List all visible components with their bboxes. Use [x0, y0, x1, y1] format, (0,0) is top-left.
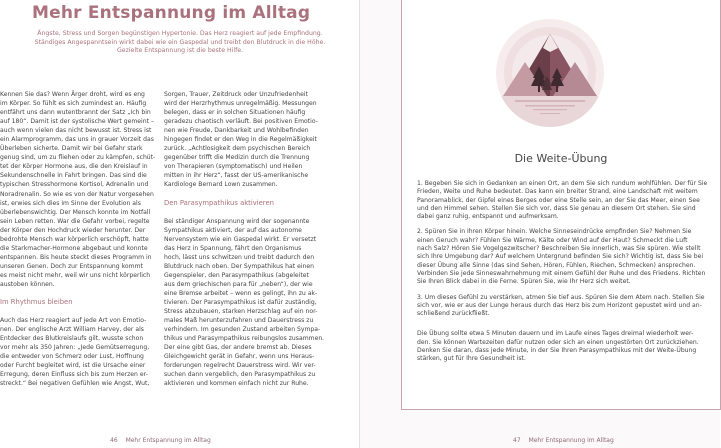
text-line: geradezu chaotisch verläuft. Bei positiven Emotio-: [164, 118, 318, 126]
text-line: Sympathikus aktiviert, der auf das autonome: [164, 226, 302, 234]
column-2-paragraph-2: [164, 217, 325, 389]
text-line: auch wenn vielen das nicht bewusst ist. Stress ist: [0, 127, 152, 135]
text-line: eine Bremse arbeitet – wenn es gelingt, ihn zu ak-: [164, 289, 318, 297]
text-line: Stress abzubauen, starken Herzschlag auf ein nor-: [164, 308, 318, 316]
text-line: belegen, dass er in solchen Situationen häufig: [164, 109, 306, 117]
text-line: thikus und Parasympathikus reibungslos zusammen.: [164, 335, 325, 343]
text-line: bedrohte Mensch war körperlich erschöpft, hatte: [0, 235, 149, 243]
text-line: Überleben sicherte. Damit wir bei Gefahr stark: [0, 145, 143, 153]
text-line: aus dem griechischen para für „neben“), der wie: [164, 280, 313, 288]
text-line: Gegenspieler, den Parasympathikus (abgeleitet: [164, 271, 309, 279]
exercise-title: Die Weite-Übung: [514, 152, 608, 165]
text-line: der Körper den Hochdruck wieder herunter. Der: [0, 226, 146, 234]
text-line: forderungen regelrecht Dauerstress wird. Wir ver-: [164, 362, 316, 370]
left-page: [0, 0, 360, 448]
closing-line: stärken, gut für Ihre Gesundheit ist.: [417, 355, 526, 363]
text-line: typischen Stresshormone Kortisol, Adrenalin und: [0, 181, 149, 189]
step-line: 2. Spüren Sie in Ihren Körper hinein. Welche Sinneseindrücke empfinden Sie? Nehmen Sie: [417, 228, 692, 236]
step-line: und den Himmel sehen. Stellen Sie sich vor, dass Sie genau an diesem Ort stehen. Sie sind: [417, 204, 696, 212]
step-line: schließend zurückfließt.: [417, 310, 490, 318]
text-line: Kardiologe Bernard Lown zusammen.: [164, 181, 278, 189]
step-line: 1. Begeben Sie sich in Gedanken an einen Ort, an dem Sie sich rundum wohlfühlen. Der für Sie: [417, 180, 708, 187]
text-line: Noradrenalin. So wie es von der Natur vorgesehen: [0, 190, 154, 198]
exercise-closing: [417, 330, 709, 363]
text-line: tet der Körper Hormone aus, die den Kreislauf in: [0, 163, 148, 171]
exercise-body: [417, 180, 709, 364]
text-line: tivieren. Der Parasympathikus ist dafür zuständig,: [164, 298, 317, 306]
text-line: Nervensystem wie ein Gaspedal wirkt. Er versetzt: [164, 235, 317, 243]
column-1: [0, 90, 156, 388]
column-1-paragraph-1: [0, 90, 156, 289]
text-line: hoch, lässt uns schwitzen und treibt dadurch den: [164, 253, 315, 261]
step-line: Verbinden Sie jede Sinneswahrnehmung mit einem Gefühl der Ruhe und des Friedens. Richten: [417, 269, 706, 277]
step-line: einen Geruch wahr? Fühlen Sie Wärme, Kälte oder Wind auf der Haut? Schmeckt die Luft: [417, 236, 688, 244]
text-line: es meist nicht mehr, weil wir uns nicht körperlich: [0, 271, 151, 279]
text-line: entfährt uns dann wutentbrannt der Satz „Ich bin: [0, 109, 151, 117]
subheading-parasympathikus: Den Parasympathikus aktivieren: [164, 198, 274, 207]
step-line: sich vor, wie er aus der Lunge heraus durch das Herz bis zum Horizont gepustet wird und an-: [417, 301, 702, 309]
text-line: auf 180“. Damit ist der systolische Wert gemeint –: [0, 118, 154, 126]
text-line: Bei ständiger Anspannung wird der sogenannte: [164, 217, 310, 225]
step-line: dabei ganz ruhig, entspannt und aufmerksam.: [417, 213, 559, 221]
text-line: die Starkmacher-Hormone abgebaut und konnte: [0, 244, 148, 252]
text-line: Gleichgewicht gerät in Gefahr, wenn uns Heraus-: [164, 353, 315, 361]
text-line: ist, erwies sich dies im Sinne der Evolution als: [0, 199, 141, 207]
exercise-step-3: [417, 294, 709, 319]
step-line: dieser Übung alle Sinne (das sind Sehen, Hören, Fühlen, Riechen, Schmecken) ansprechen.: [417, 261, 696, 269]
text-line: oder Furcht begleitet wird, ist die Ursache einer: [0, 362, 146, 370]
text-line: Erregung, deren Einfluss sich bis zum Herzen er-: [0, 371, 148, 379]
closing-line: den. Sie können Wartezeiten dafür nutzen oder sich an einen ungestörten Ort zurückziehen.: [417, 338, 699, 346]
text-line: Auch das Herz reagiert auf jede Art von Emotio-: [0, 317, 147, 325]
step-line: nach Salz? Hören Sie Vogelgezwitscher? Beschreiben Sie innerlich, was Sie spüren. Wie stellt: [417, 245, 701, 253]
running-head-left: Mehr Entspannung im Alltag: [125, 437, 211, 444]
intro-line: Ängste, Stress und Sorgen begünstigen Hypertonie. Das Herz reagiert auf jede Empfindung.: [37, 30, 323, 37]
text-line: zurück. „Achtlosigkeit dem psychischen Bereich: [164, 145, 311, 153]
text-line: entspannen. Bis heute steckt dieses Programm in: [0, 253, 152, 261]
text-line: aktivieren und kommen einfach nicht zur Ruhe.: [164, 380, 309, 388]
running-head-right: Mehr Entspannung im Alltag: [528, 437, 614, 444]
column-1-paragraph-2: [0, 316, 150, 388]
page-title: Mehr Entspannung im Alltag: [32, 3, 311, 23]
exercise-box: [401, 0, 721, 410]
text-line: streckt.“ Bei negativen Gefühlen wie Angst, Wut,: [0, 380, 150, 388]
column-2: [164, 90, 325, 388]
text-line: überlebenswichtig. Der Mensch konnte im Notfall: [0, 208, 151, 216]
exercise-step-1: [417, 180, 709, 221]
text-line: Der eine gibt Gas, der andere bremst ab. Dieses: [164, 344, 312, 352]
text-line: Kennen Sie das? Wenn Ärger droht, wird es eng: [0, 91, 145, 98]
step-line: sich Ihre Umgebung dar? Auf welchem Untergrund befinden Sie sich? Wichtig ist, dass Sie bei: [417, 253, 704, 261]
text-line: nen wie Freude, Dankbarkeit und Wohlbefinden: [164, 127, 309, 135]
text-line: hingegen findet er den Weg in die Regelmäßigkeit: [164, 136, 317, 144]
text-line: Entdecker des Blutkreislaufs gilt, wusste schon: [0, 335, 144, 343]
text-line: suchen dann vergeblich, den Parasympathikus zu: [164, 371, 316, 379]
text-line: nen. Der englische Arzt William Harvey, der als: [0, 326, 144, 334]
text-line: die entweder von Schmerz oder Lust, Hoffnung: [0, 353, 144, 361]
intro-line: Gezielte Entspannung ist die beste Hilfe.: [116, 47, 244, 55]
text-line: von Therapieren (symptomatisch) und Heilen: [164, 163, 303, 171]
text-line: wird der Herzrhythmus unregelmäßig. Messungen: [164, 100, 317, 108]
text-line: ein Alarmprogramm, das uns in grauer Vorzeit das: [0, 136, 154, 144]
intro-line: Ständiges Angespanntsein wirkt dabei wie ein Gaspedal und treibt den Blutdruck in die Höhe.: [34, 38, 326, 46]
text-line: austoben können.: [0, 280, 55, 288]
step-line: 3. Um dieses Gefühl zu verstärken, atmen Sie tief aus. Spüren Sie dem Atem nach. Stellen Sie: [417, 293, 705, 301]
text-line: Sekundenschnelle in Fahrt bringen. Das sind die: [0, 172, 147, 180]
page-number-left: 46: [110, 437, 118, 444]
text-line: males Maß herunterzufahren und Dauerstress zu: [164, 317, 314, 325]
column-2-paragraph-1: [164, 90, 318, 190]
step-line: Frieden, Weite und Ruhe bedeutet. Das kann ein breiter Strand, eine Landschaft mit weitem: [417, 188, 698, 196]
text-line: Sorgen, Trauer, Zeitdruck oder Unzufriedenheit: [164, 91, 308, 98]
intro-text: [0, 30, 360, 56]
step-line: Sie Ihren Blick dabei in die Ferne. Spüren Sie, wie Ihr Herz sich weitet.: [417, 278, 631, 286]
page-number-right: 47: [513, 437, 521, 444]
text-line: mitten in ihr Herz“, fasst der US-amerikanische: [164, 172, 309, 180]
text-line: unseren Genen. Doch zur Entspannung kommt: [0, 262, 143, 270]
text-line: gegenüber trifft die Medizin durch die Trennung: [164, 154, 310, 162]
footer-right: [513, 437, 614, 444]
exercise-step-2: [417, 228, 709, 286]
text-line: genug sind, um zu fliehen oder zu kämpfen, schüt-: [0, 154, 156, 162]
step-line: Panoramablick, der Gipfel eines Berges oder eine Stelle sein, an der Sie das Meer, einen See: [417, 196, 700, 204]
closing-line: Denken Sie daran, dass jede Minute, in der Sie Ihren Parasympathikus mit der Weite-Übung: [417, 347, 697, 355]
text-line: sein Leben retten. War die Gefahr vorbei, regelte: [0, 217, 150, 225]
footer-left: [110, 437, 211, 444]
subheading-rhythmus: Im Rhythmus bleiben: [0, 298, 73, 307]
text-line: im Körper. So fühlt es sich zumindest an. Häufig: [0, 100, 147, 108]
text-line: Blutdruck nach oben. Der Sympathikus hat einen: [164, 262, 314, 270]
closing-line: Die Übung sollte etwa 5 Minuten dauern und im Laufe eines Tages dreimal wiederholt wer-: [417, 330, 694, 338]
mountain-landscape-icon: [495, 18, 605, 128]
text-line: das Herz in Spannung, fährt den Organismus: [164, 244, 302, 252]
text-line: verhindern. Im gesunden Zustand arbeiten Sympa-: [164, 326, 321, 334]
text-line: vor mehr als 350 Jahren: „Jede Gemütserregung,: [0, 344, 150, 352]
